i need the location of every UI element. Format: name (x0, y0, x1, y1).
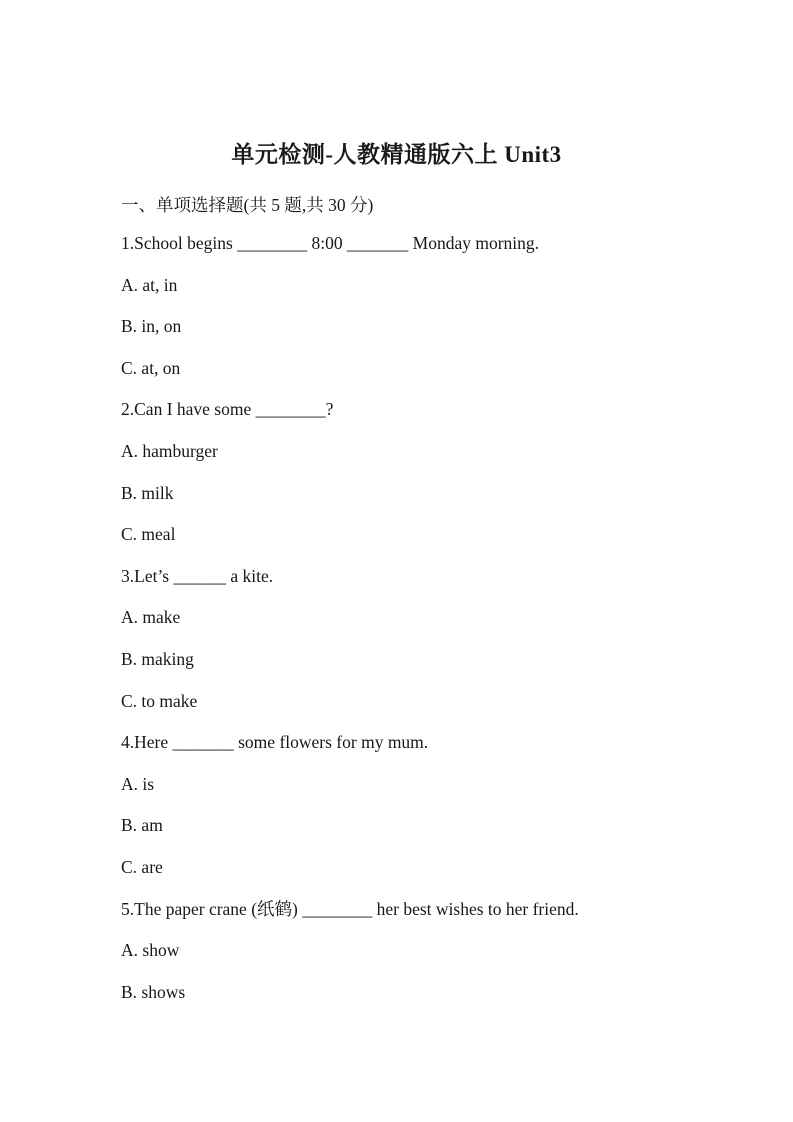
question-block-3 (121, 556, 753, 722)
option-c: C. to make (121, 690, 198, 711)
option-b: B. am (121, 815, 163, 836)
page-title: 单元检测-人教精通版六上 Unit3 (231, 142, 562, 167)
option-b: B. in, on (121, 316, 182, 337)
question-text: 2.Can I have some ________? (121, 399, 334, 420)
option-a: A. at, in (121, 274, 178, 295)
option-c: C. meal (121, 524, 176, 545)
option-b: B. milk (121, 482, 174, 503)
option-a: A. show (121, 940, 180, 961)
option-a: A. make (121, 607, 181, 628)
question-text: 5.The paper crane (纸鹤) ________ her best wishes to her friend. (121, 898, 579, 919)
option-c: C. at, on (121, 357, 181, 378)
question-list (121, 223, 753, 1013)
option-b: B. shows (121, 981, 186, 1002)
question-block-5 (121, 889, 753, 1014)
section-heading: 一、单项选择题(共 5 题,共 30 分) (121, 195, 374, 215)
question-text: 1.School begins ________ 8:00 _______ Monday morning. (121, 233, 540, 253)
question-block-4 (121, 722, 753, 888)
option-a: A. is (121, 773, 155, 794)
exam-content (0, 193, 793, 1013)
question-block-1 (121, 223, 753, 389)
question-text: 4.Here _______ some flowers for my mum. (121, 732, 429, 753)
question-block-2 (121, 389, 753, 555)
option-b: B. making (121, 648, 194, 669)
option-a: A. hamburger (121, 440, 218, 461)
option-c: C. are (121, 856, 163, 877)
question-text: 3.Let’s ______ a kite. (121, 565, 274, 586)
